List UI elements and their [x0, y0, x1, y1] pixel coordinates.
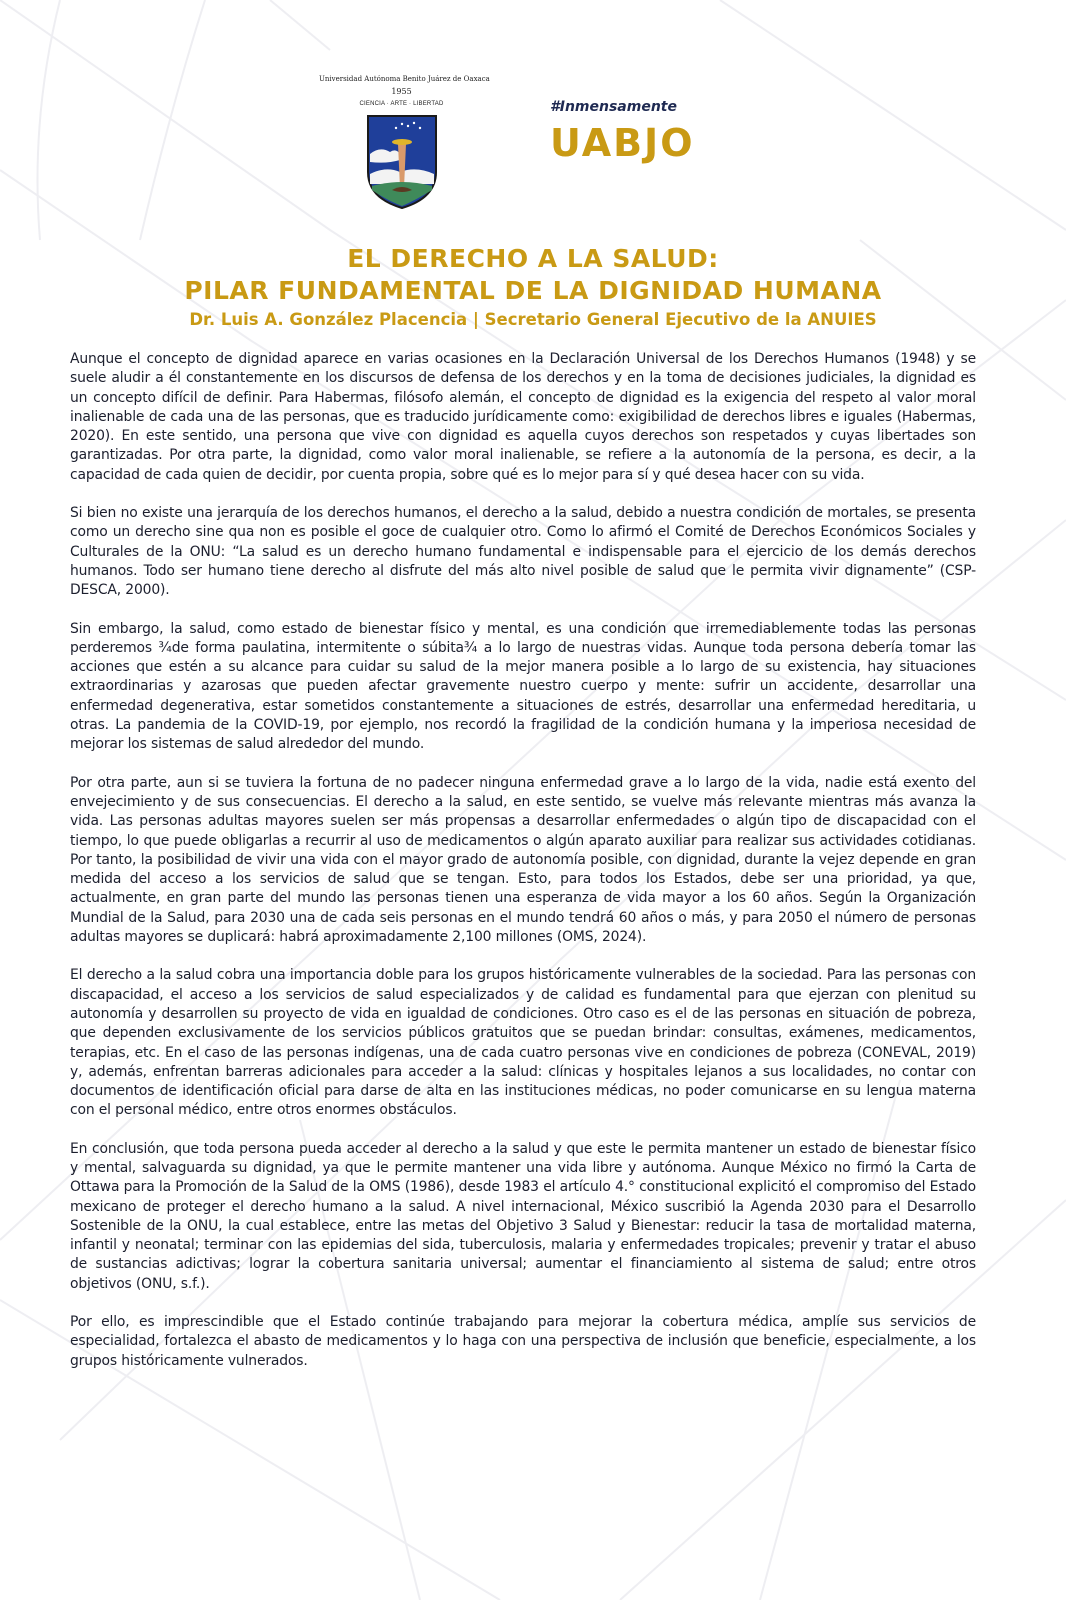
crest-motto: CIENCIA · ARTE · LIBERTAD [359, 101, 444, 107]
paragraph-1: Aunque el concepto de dignidad aparece en varias ocasiones en la Declaración Universal de los Derechos Humanos (1948) y se suele aludir a él constantemente en los discursos de defensa de los derechos y en la toma de decisiones judiciales, la dignidad es un concepto difícil de definir. Para Habermas, filósofo alemán, el concepto de dignidad es la exigencia del respeto al valor moral inalienable de cada una de las personas, que es traducido jurídicamente como: exigibilidad de derechos libres e iguales (Habermas, 2020). En este sentido, una persona que vive con dignidad es aquella cuyos derechos son respetados y cuyas libertades son garantizadas. Por otra parte, la dignidad, como valor moral inalienable, se refiere a la autonomía de la persona, es decir, a la capacidad de cada quien de decidir, por cuenta propia, sobre qué es lo mejor para sí y qué desea hacer con su vida. [70, 351, 976, 483]
article-byline: Dr. Luis A. González Placencia | Secretario General Ejecutivo de la ANUIES [189, 310, 877, 329]
paragraph-6: En conclusión, que toda persona pueda acceder al derecho a la salud y que este le permita mantener un estado de bienestar físico y mental, salvaguarda su dignidad, ya que le permite mantener una vida libre y autónoma. Aunque México no firmó la Carta de Ottawa para la Promoción de la Salud de la OMS (1986), desde 1983 el artículo 4.° constitucional explicitó el compromiso del Estado mexicano de proteger el derecho humano a la salud. A nivel internacional, México suscribió la Agenda 2030 para el Desarrollo Sostenible de la ONU, la cual establece, entre las metas del Objetivo 3 Salud y Bienestar: reducir la tasa de mortalidad materna, infantil y neonatal; terminar con las epidemias del sida, tuberculosis, malaria y enfermedades tropicales; prevenir y tratar el abuso de sustancias adictivas; lograr la cobertura sanitaria universal; aumentar el financiamiento al sistema de salud; entre otros objetivos (ONU, s.f.). [70, 1140, 976, 1292]
paragraph-4: Por otra parte, aun si se tuviera la fortuna de no padecer ninguna enfermedad grave a lo largo de la vida, nadie está exento del envejecimiento y de sus consecuencias. El derecho a la salud, en este sentido, se vuelve más relevante mientras más avanza la vida. Las personas adultas mayores suelen ser más propensas a desarrollar enfermedades o algún tipo de discapacidad con el tiempo, lo que puede obligarlas a recurrir al uso de medicamentos o algún aparato auxiliar para realizar sus actividades cotidianas. Por tanto, la posibilidad de vivir una vida con el mayor grado de autonomía posible, con dignidad, durante la vejez depende en gran medida del acceso a los servicios de salud que se tengan. Esto, para todos los Estados, debe ser una prioridad, ya que, actualmente, en gran parte del mundo las personas tienen una esperanza de vida mayor a los 60 años. Según la Organización Mundial de la Salud, para 2030 una de cada seis personas en el mundo tendrá 60 años o más, y para 2050 el número de personas adultas mayores se duplicará: habrá aproximadamente 2,100 millones (OMS, 2024). [70, 774, 976, 946]
header-logos [0, 74, 1066, 224]
crest-year: 1955 [391, 87, 412, 96]
article-header [0, 243, 1066, 332]
article-title-line-2: PILAR FUNDAMENTAL DE LA DIGNIDAD HUMANA [184, 276, 882, 305]
paragraph-2: Si bien no existe una jerarquía de los derechos humanos, el derecho a la salud, debido a nuestra condición de mortales, se presenta como un derecho sine qua non es posible el goce de cualquier otro. Como lo afirmó el Comité de Derechos Económicos Sociales y Culturales de la ONU: “La salud es un derecho humano fundamental e indispensable para el ejercicio de los demás derechos humanos. Todo ser humano tiene derecho al disfrute del más alto nivel posible de salud que le permita vivir dignamente” (CSP-DESCA, 2000). [70, 505, 976, 599]
brand-tagline: #Inmensamente [550, 99, 677, 115]
brand-name: UABJO [550, 121, 695, 165]
university-crest-logo [319, 74, 490, 224]
paragraph-7: Por ello, es imprescindible que el Estado continúe trabajando para mejorar la cobertura médica, amplíe sus servicios de especialidad, fortalezca el abasto de medicamentos y lo haga con una perspectiva de inclusión que beneficie, especialmente, a los grupos históricamente vulnerados. [70, 1314, 976, 1369]
article-body [70, 350, 976, 1390]
uabjo-brand-logo [550, 98, 720, 178]
paragraph-3: Sin embargo, la salud, como estado de bienestar físico y mental, es una condición que irremediablemente todas las personas perderemos ¾de forma paulatina, intermitente o súbita¾ a lo largo de nuestras vidas. Aunque toda persona debería tomar las acciones que estén a su alcance para cuidar su salud de la mejor manera posible a lo largo de su existencia, hay situaciones extraordinarias y azarosas que pueden afectar gravemente nuestro cuerpo y mente: sufrir un accidente, desarrollar una enfermedad degenerativa, estar sometidos constantemente a situaciones de estrés, desarrollar una enfermedad hereditaria, u otras. La pandemia de la COVID-19, por ejemplo, nos recordó la fragilidad de la condición humana y la imperiosa necesidad de mejorar los sistemas de salud alrededor del mundo. [70, 620, 976, 753]
article-title-line-1: EL DERECHO A LA SALUD: [347, 244, 719, 273]
paragraph-5: El derecho a la salud cobra una importancia doble para los grupos históricamente vulnerables de la sociedad. Para las personas con discapacidad, el acceso a los servicios de salud especializados y de calidad es fundamental para que ejerzan con plenitud su autonomía y desarrollen su proyecto de vida en igualdad de condiciones. Otro caso es el de las personas en situación de pobreza, que dependen exclusivamente de los servicios públicos gratuitos que se puedan brindar: consultas, exámenes, medicamentos, terapias, etc. En el caso de las personas indígenas, una de cada cuatro personas vive en condiciones de pobreza (CONEVAL, 2019) y, además, enfrentan barreras adicionales para acceder a la salud: clínicas y hospitales lejanos a sus localidades, no contar con documentos de identificación oficial para darse de alta en las instituciones médicas, no poder comunicarse en su lengua materna con el personal médico, entre otros enormes obstáculos. [70, 967, 976, 1119]
crest-university-name: Universidad Autónoma Benito Juárez de Oaxaca [319, 75, 490, 83]
shield-icon [366, 114, 438, 210]
